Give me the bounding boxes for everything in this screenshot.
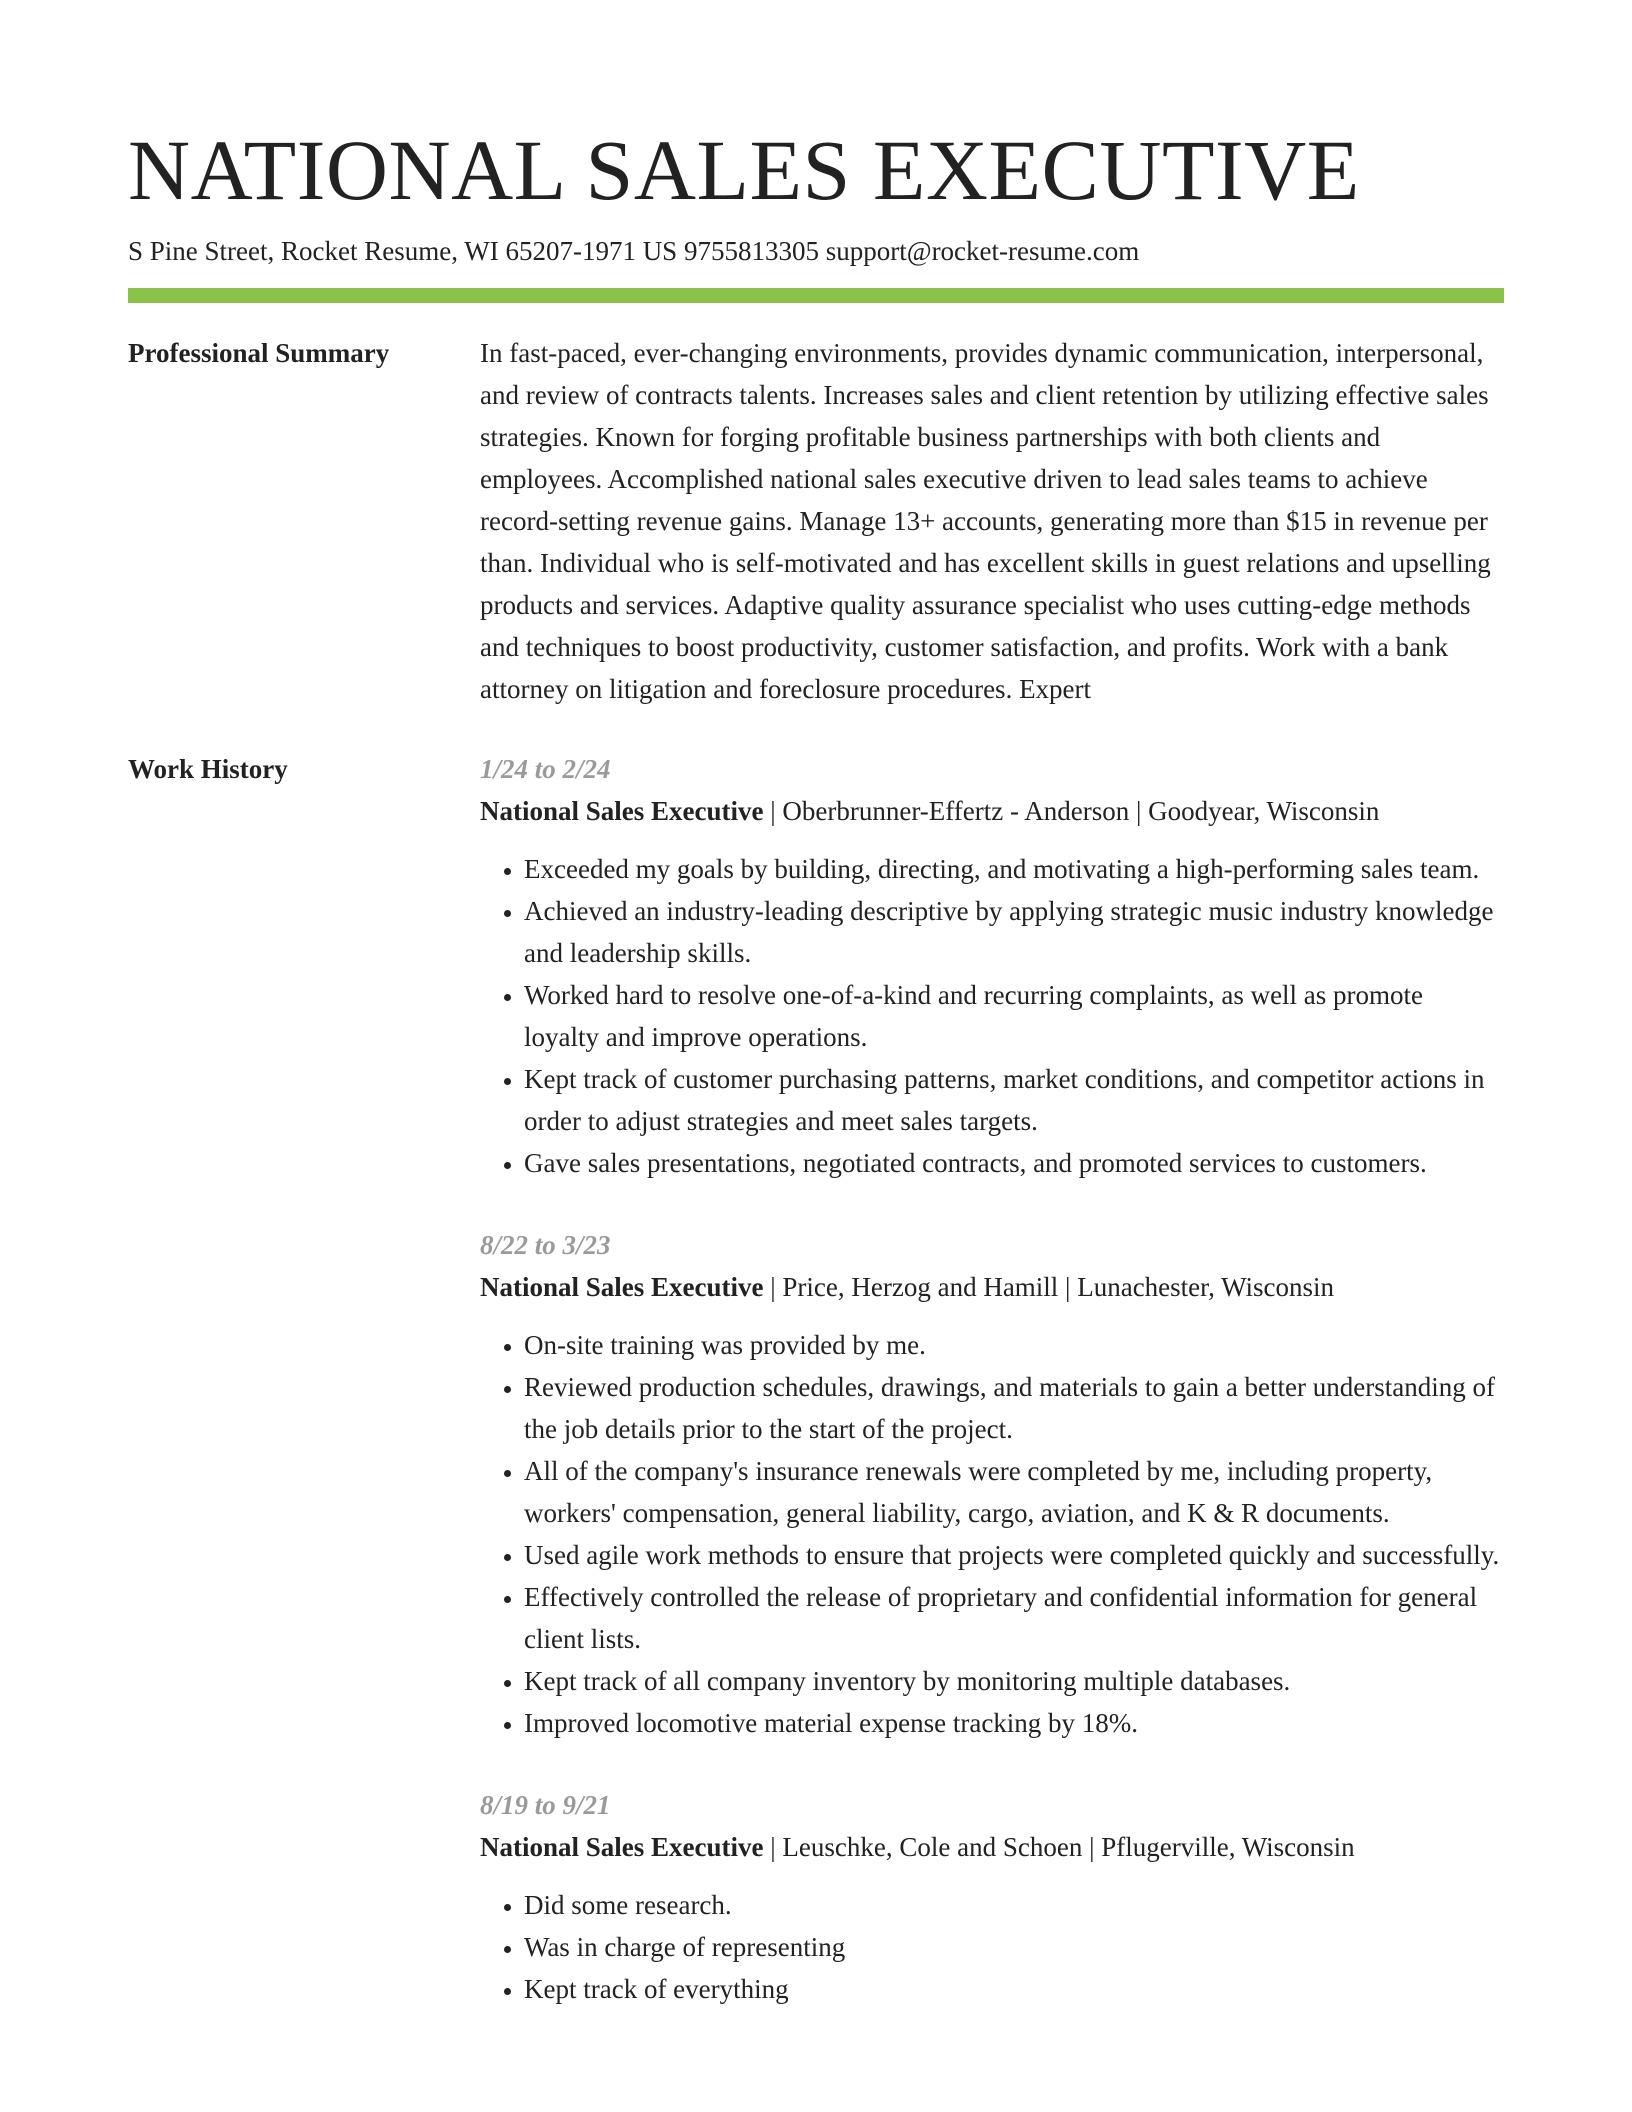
job-title: National Sales Executive [480, 1272, 764, 1302]
header-accent-rule [128, 288, 1504, 303]
job-entry [480, 1224, 1504, 1744]
section-label-summary: Professional Summary [128, 338, 390, 368]
job-title-line [480, 790, 1504, 832]
job-bullet: • Kept track of everything [524, 1968, 1504, 2010]
resume-page [128, 0, 1504, 2050]
job-bullets [480, 1324, 1504, 1744]
job-date: 8/19 to 9/21 [480, 1790, 611, 1820]
job-bullet: • All of the company's insurance renewals were completed by me, including property, workers' compensation, general liability, cargo, aviation, and K & R documents. [524, 1450, 1504, 1534]
work-history-section [128, 710, 1504, 2050]
job-bullet: • On-site training was provided by me. [524, 1324, 1504, 1366]
job-bullet: • Did some research. [524, 1884, 1504, 1926]
job-bullets [480, 1884, 1504, 2010]
job-bullet: • Improved locomotive material expense tracking by 18%. [524, 1702, 1504, 1744]
job-date: 8/22 to 3/23 [480, 1230, 611, 1260]
summary-text: In fast-paced, ever-changing environments, provides dynamic communication, interpersonal, and review of contracts talents. Increases sales and client retention by utilizing effective sales strategies. Known for forging profitable business partnerships with both clients and employees. Accomplished national sales executive driven to lead sales teams to achieve record-setting revenue gains. Manage 13+ accounts, generating more than $15 in revenue per than. Individual who is self-motivated and has excellent skills in guest relations and upselling products and services. Adaptive quality assurance specialist who uses cutting-edge methods and techniques to boost productivity, customer satisfaction, and profits. Work with a bank attorney on litigation and foreclosure procedures. Expert [480, 338, 1491, 704]
contact-line: S Pine Street, Rocket Resume, WI 65207-1971 US 9755813305 support@rocket-resume.com [128, 236, 1140, 266]
resume-name: NATIONAL SALES EXECUTIVE [128, 122, 1360, 218]
section-label-work-history: Work History [128, 754, 288, 784]
job-bullet: • Kept track of customer purchasing patterns, market conditions, and competitor actions in order to adjust strategies and meet sales targets. [524, 1058, 1504, 1142]
job-title: National Sales Executive [480, 796, 764, 826]
job-employer-location: | Oberbrunner-Effertz - Anderson | Goodyear, Wisconsin [763, 796, 1380, 826]
job-bullet: • Achieved an industry-leading descriptive by applying strategic music industry knowledge and leadership skills. [524, 890, 1504, 974]
work-history-body [480, 748, 1504, 2050]
job-bullets [480, 848, 1504, 1184]
job-title-line [480, 1266, 1504, 1308]
job-employer-location: | Leuschke, Cole and Schoen | Pflugerville, Wisconsin [763, 1832, 1355, 1862]
job-title: National Sales Executive [480, 1832, 764, 1862]
job-date: 1/24 to 2/24 [480, 754, 611, 784]
job-bullet: • Was in charge of representing [524, 1926, 1504, 1968]
job-bullet: • Exceeded my goals by building, directing, and motivating a high-performing sales team. [524, 848, 1504, 890]
job-entry [480, 1784, 1504, 2010]
job-bullet: • Worked hard to resolve one-of-a-kind and recurring complaints, as well as promote loyalty and improve operations. [524, 974, 1504, 1058]
job-bullet: • Reviewed production schedules, drawings, and materials to gain a better understanding of the job details prior to the start of the project. [524, 1366, 1504, 1450]
job-bullet: • Used agile work methods to ensure that projects were completed quickly and successfully. [524, 1534, 1504, 1576]
job-entry [480, 748, 1504, 1184]
summary-body [480, 332, 1504, 710]
professional-summary-section [128, 303, 1504, 710]
job-bullet: • Effectively controlled the release of proprietary and confidential information for general client lists. [524, 1576, 1504, 1660]
job-bullet: • Gave sales presentations, negotiated contracts, and promoted services to customers. [524, 1142, 1504, 1184]
job-employer-location: | Price, Herzog and Hamill | Lunachester, Wisconsin [763, 1272, 1334, 1302]
job-bullet: • Kept track of all company inventory by monitoring multiple databases. [524, 1660, 1504, 1702]
job-title-line [480, 1826, 1504, 1868]
